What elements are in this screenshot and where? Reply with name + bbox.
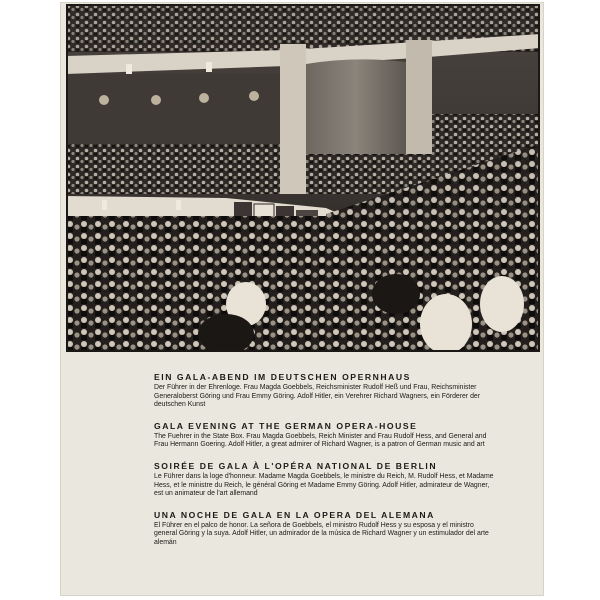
caption-english	[154, 421, 494, 450]
caption-german	[154, 372, 494, 410]
caption-body-german: Der Führer in der Ehrenloge. Frau Magda Goebbels, Reichsminister Rudolf Heß und Frau, Reichsminister Generaloberst Göring und Frau Emmy Göring. Adolf Hitler, ein Verehrer Richard Wagners, ein Förderer der deutschen Kunst	[154, 384, 481, 409]
caption-spanish	[154, 510, 494, 548]
opera-house-photo	[66, 4, 540, 352]
caption-title-spanish: UNA NOCHE DE GALA EN LA OPERA DEL ALEMANA	[154, 509, 435, 520]
caption-title-german: EIN GALA-ABEND IM DEUTSCHEN OPERNHAUS	[154, 372, 411, 382]
caption-title-english: GALA EVENING AT THE GERMAN OPERA-HOUSE	[154, 420, 418, 431]
caption-body-english: The Fuehrer in the State Box. Frau Magda Goebbels, Reich Minister and Frau Rudolf Hess, and General and Frau Hermann Goering. Adolf Hitler, a great admirer of Richard Wagner, is a patron of German music and art	[154, 432, 487, 449]
caption-block	[154, 372, 494, 559]
opera-house-photo-illustration	[66, 4, 540, 352]
caption-body-spanish: El Führer en el palco de honor. La señora de Goebbels, el ministro Rudolf Hess y su esposa y el ministro general Göring y la suya. Adolf Hitler, un admirador de la música de Richard Wagner y un estimulador del arte alemán	[154, 521, 489, 546]
caption-body-french: Le Führer dans la loge d'honneur. Madame Magda Goebbels, le ministre du Reich, M. Rudolf Hess, et Madame Hess, et le ministre du Reich, le général Göring et Madame Emmy Göring. Adolf Hitler, admirateur de Wagner, est un animateur de l'art allemand	[154, 472, 494, 498]
caption-title-french: SOIRÉE DE GALA À L'OPÉRA NATIONAL DE BERLIN	[154, 460, 438, 471]
caption-french	[154, 461, 494, 499]
